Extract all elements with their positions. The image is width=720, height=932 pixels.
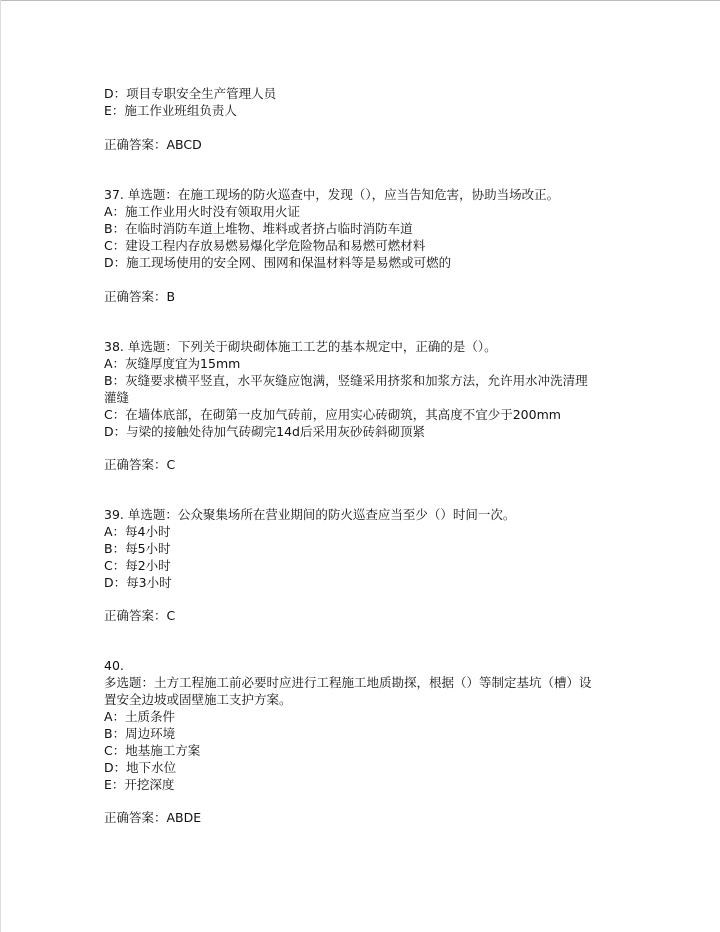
- q38-answer: 正确答案：C: [104, 457, 176, 472]
- q38-question: 38. 单选题：下列关于砌块砌体施工工艺的基本规定中，正确的是（）。: [104, 339, 497, 354]
- q40-option-b: B：周边环境: [104, 726, 176, 741]
- q40-question-line2: 置安全边坡或固壁施工支护方案。: [104, 692, 292, 707]
- q37-option-c: C：建设工程内存放易燃易爆化学危险物品和易燃可燃材料: [104, 238, 426, 253]
- q37-question: 37. 单选题：在施工现场的防火巡查中，发现（），应当告知危害，协助当场改正。: [104, 187, 560, 202]
- q40-question-line1: 多选题：土方工程施工前必要时应进行工程施工地质勘探，根据（）等制定基坑（槽）设: [104, 675, 592, 690]
- q37-option-a: A：施工作业用火时没有领取用火证: [104, 204, 301, 219]
- q39-option-c: C：每2小时: [104, 558, 171, 573]
- q40-option-e: E：开挖深度: [104, 777, 175, 792]
- q40-option-c: C：地基施工方案: [104, 743, 201, 758]
- q36-option-d: D：项目专职安全生产管理人员: [104, 86, 277, 101]
- q38-option-a: A：灰缝厚度宜为15mm: [104, 356, 241, 371]
- q39-option-d: D：每3小时: [104, 575, 172, 590]
- q37-option-b: B：在临时消防车道上堆物、堆料或者挤占临时消防车道: [104, 221, 413, 236]
- q38-option-d: D：与梁的接触处待加气砖砌完14d后采用灰砂砖斜砌顶紧: [104, 424, 425, 439]
- q36-answer: 正确答案：ABCD: [104, 137, 202, 152]
- q39-question: 39. 单选题：公众聚集场所在营业期间的防火巡查应当至少（）时间一次。: [104, 507, 516, 522]
- q39-option-b: B：每5小时: [104, 541, 171, 556]
- q36-option-e: E：施工作业班组负责人: [104, 103, 237, 118]
- q38-option-c: C：在墙体底部，在砌第一皮加气砖前，应用实心砖砌筑，其高度不宜少于200mm: [104, 407, 561, 422]
- q40-answer: 正确答案：ABDE: [104, 810, 202, 825]
- q37-answer: 正确答案：B: [104, 289, 176, 304]
- q40-number: 40.: [104, 658, 124, 673]
- q39-option-a: A：每4小时: [104, 524, 171, 539]
- q40-option-d: D：地下水位: [104, 760, 177, 775]
- q37-option-d: D：施工现场使用的安全网、围网和保温材料等是易燃或可燃的: [104, 255, 452, 270]
- page-top-border: [0, 0, 720, 1]
- page-left-border: [0, 0, 1, 932]
- q38-option-b-line2: 灌缝: [104, 390, 130, 405]
- q40-option-a: A：土质条件: [104, 709, 176, 724]
- q38-option-b-line1: B：灰缝要求横平竖直，水平灰缝应饱满，竖缝采用挤浆和加浆方法，允许用水冲洗清理: [104, 373, 588, 388]
- q39-answer: 正确答案：C: [104, 608, 176, 623]
